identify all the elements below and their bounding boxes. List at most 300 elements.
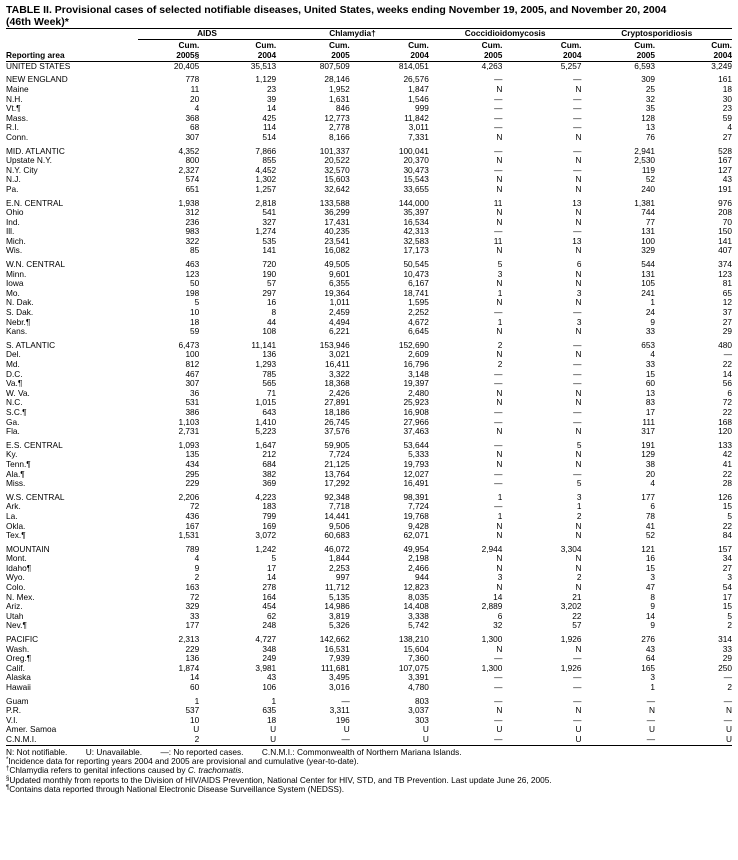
row-area: Ariz. [6, 601, 23, 612]
table-row [6, 554, 732, 564]
cell-value: — [494, 468, 503, 479]
cell-value: N [496, 278, 503, 289]
cell-value: 368 [185, 112, 200, 123]
cell-value: 2 [727, 620, 732, 631]
cell-value: 35 [645, 103, 656, 114]
cell-value: N [496, 297, 503, 308]
col-header: 2004 [655, 50, 732, 61]
cell-value: 42 [722, 449, 732, 460]
cell-value: 105 [641, 278, 656, 289]
cell-value: 9 [650, 620, 656, 631]
row-area: Pa. [6, 183, 19, 194]
cell-value: 15,603 [324, 174, 350, 185]
cell-value: 24 [645, 307, 656, 318]
cell-value: 22 [722, 359, 732, 369]
row-area: Miss. [6, 478, 26, 489]
cell-value: N [575, 326, 582, 337]
table-row [6, 522, 732, 532]
cell-value: 114 [262, 122, 277, 133]
cell-value: 98,391 [403, 491, 429, 502]
cell-value: N [575, 582, 582, 593]
cell-value: — [573, 695, 582, 706]
cell-value: 57 [572, 620, 582, 631]
cell-value: 26,576 [403, 74, 429, 85]
cell-value: 307 [185, 131, 200, 142]
row-area: Guam [6, 695, 29, 706]
cell-value: 60,683 [324, 530, 350, 541]
cell-value: 3 [576, 316, 582, 327]
cell-value: N [575, 643, 582, 654]
cell-value: 3 [497, 572, 503, 583]
cell-value: 19,793 [403, 458, 429, 469]
cell-value: 150 [718, 226, 732, 237]
cell-value: 42,313 [403, 226, 429, 237]
cell-value: 2,206 [178, 491, 200, 502]
cell-value: 7,866 [255, 145, 277, 156]
cell-value: N [575, 297, 582, 308]
cell-value: — [723, 695, 732, 706]
row-area: Iowa [6, 278, 24, 289]
table-row [6, 654, 732, 664]
table-row [6, 123, 732, 133]
table-row [6, 716, 732, 726]
cell-value: N [496, 216, 503, 227]
cell-value: — [494, 378, 503, 389]
cell-value: 152,690 [398, 339, 429, 350]
col-header: 2004 [350, 50, 429, 61]
cell-value: 76 [645, 131, 656, 142]
table-row [6, 270, 732, 280]
row-area: Nebr.¶ [6, 316, 31, 327]
cell-value: 3,037 [408, 705, 429, 716]
cell-value: 531 [185, 397, 200, 408]
cell-value: 5,333 [408, 449, 429, 460]
row-area: Tenn.¶ [6, 458, 31, 469]
row-area: N.J. [6, 174, 21, 185]
table-row [6, 327, 732, 337]
cell-value: 142,662 [319, 634, 350, 645]
table-row [6, 246, 732, 256]
cell-value: 2 [576, 510, 582, 521]
cell-value: 4 [194, 553, 200, 564]
cell-value: 5,326 [328, 620, 350, 631]
cell-value: 329 [185, 601, 200, 612]
group-coccidioidomycosis: Coccidioidomycosis [429, 29, 582, 40]
cell-value: 643 [262, 406, 277, 417]
cell-value: 1,300 [481, 662, 503, 673]
table-row [6, 706, 732, 716]
cell-value: 1,410 [255, 416, 277, 427]
cell-value: N [575, 183, 582, 194]
cell-value: 1 [271, 695, 277, 706]
cell-value: 1,952 [328, 83, 350, 94]
cell-value: 20,370 [403, 155, 429, 166]
cell-value: 463 [185, 259, 200, 270]
cell-value: — [494, 368, 503, 379]
cell-value: 168 [718, 416, 732, 427]
cell-value: 2,252 [408, 307, 429, 318]
cell-value: 157 [718, 543, 732, 554]
row-area: Upstate N.Y. [6, 155, 52, 166]
cell-value: 4,223 [255, 491, 277, 502]
cell-value: 50,545 [403, 259, 429, 270]
cell-value: 2 [138, 735, 200, 745]
cell-value: 3,304 [560, 543, 582, 554]
cell-value: 14 [266, 572, 277, 583]
row-area: Ill. [6, 226, 15, 237]
cell-value: — [494, 416, 503, 427]
row-area: Oreg.¶ [6, 653, 32, 664]
cell-value: 129 [641, 449, 656, 460]
cell-value: 43 [722, 174, 732, 185]
cell-value: 15 [645, 562, 656, 573]
cell-value: 3 [576, 491, 582, 502]
cell-value: 4,452 [255, 164, 277, 175]
cell-value: 6,593 [634, 60, 656, 71]
cell-value: 434 [185, 458, 200, 469]
cell-value: — [646, 695, 656, 706]
cell-value: 68 [190, 122, 200, 133]
cell-value: 25 [645, 83, 656, 94]
group-aids: AIDS [138, 29, 276, 40]
cell-value: N [496, 643, 503, 654]
cell-value: 2,941 [634, 145, 656, 156]
row-area: Calif. [6, 662, 25, 673]
cell-value: 15,543 [403, 174, 429, 185]
cell-value: 14 [722, 368, 732, 379]
cell-value: 41 [645, 520, 656, 531]
cell-value: 528 [718, 145, 732, 156]
cell-value: 1,531 [178, 530, 200, 541]
cell-value: 56 [722, 378, 732, 389]
cell-value: 14 [190, 672, 200, 683]
cell-value: 2 [727, 682, 732, 692]
cell-value: 100 [641, 235, 656, 246]
cell-value: 18 [722, 83, 732, 94]
cell-value: 6 [497, 610, 503, 621]
cell-value: 1,293 [255, 359, 277, 369]
cell-value: — [494, 653, 503, 664]
cell-value: 131 [641, 226, 656, 237]
footnote: *Incidence data for reporting years 2004 and 2005 are provisional and cumulative (year-to-date). [6, 755, 359, 766]
cell-value: 6 [576, 259, 582, 270]
cell-value: 23 [722, 103, 732, 114]
cell-value: 13 [645, 122, 656, 133]
cell-value: 407 [718, 245, 732, 256]
cell-value: — [494, 145, 503, 156]
cell-value: — [494, 307, 503, 318]
cell-value: 241 [641, 287, 656, 298]
cell-value: N [496, 397, 503, 408]
row-area: Ala.¶ [6, 468, 25, 479]
cell-value: 123 [185, 268, 200, 279]
col-header-row-top [6, 39, 732, 50]
cell-value: 92,348 [324, 491, 350, 502]
row-area: S. Dak. [6, 307, 34, 318]
cell-value: 846 [335, 103, 350, 114]
cell-value: 119 [641, 164, 656, 175]
cell-value: 12,027 [403, 468, 429, 479]
cell-value: 33 [645, 326, 656, 337]
cell-value: N [575, 207, 582, 218]
cell-value: 144,000 [398, 197, 429, 208]
row-area: La. [6, 510, 18, 521]
cell-value: 17,431 [324, 216, 350, 227]
cell-value: 3,072 [255, 530, 277, 541]
cell-value: 44 [266, 316, 277, 327]
cell-value: 7,724 [328, 449, 350, 460]
cell-value: 5,257 [560, 60, 582, 71]
table-row [6, 143, 732, 157]
table-row [6, 156, 732, 166]
footnote: †Chlamydia refers to genital infections caused by C. trachomatis. [6, 765, 244, 776]
cell-value: 22 [572, 610, 582, 621]
cell-value: — [573, 112, 582, 123]
cell-value: 309 [641, 74, 656, 85]
cell-value: 32,570 [324, 164, 350, 175]
cell-value: 1,874 [178, 662, 200, 673]
row-area: Mo. [6, 287, 20, 298]
cell-value: 2,609 [408, 349, 429, 360]
cell-value: 111,681 [320, 662, 350, 673]
cell-value: U [193, 724, 200, 735]
cell-value: N [496, 553, 503, 564]
cell-value: 3 [576, 287, 582, 298]
cell-value: U [655, 735, 732, 745]
cell-value: 5,223 [255, 426, 277, 437]
cell-value: 25,923 [403, 397, 429, 408]
cell-value: 307 [185, 378, 200, 389]
cell-value: N [575, 245, 582, 256]
cell-value: 165 [641, 662, 656, 673]
cell-value: 436 [185, 510, 200, 521]
cell-value: 6 [650, 501, 656, 512]
cell-value: 84 [722, 530, 732, 541]
cell-value: 327 [262, 216, 277, 227]
cell-value: 295 [185, 468, 200, 479]
cell-value: 22 [722, 520, 732, 531]
cell-value: N [575, 426, 582, 437]
table-row [6, 541, 732, 555]
cell-value: — [573, 145, 582, 156]
cell-value: 2 [497, 339, 503, 350]
cell-value: 4,672 [408, 316, 429, 327]
cell-value: 8 [650, 591, 656, 602]
cell-value: — [573, 672, 582, 683]
table-row [6, 583, 732, 593]
cell-value: 50 [190, 278, 200, 289]
cell-value: 4,263 [481, 60, 503, 71]
cell-value: 126 [718, 491, 732, 502]
cell-value: 1,242 [255, 543, 277, 554]
cell-value: N [575, 520, 582, 531]
table-row [6, 460, 732, 470]
cell-value: 1,093 [178, 439, 200, 450]
cell-value: 20,405 [173, 60, 200, 71]
cell-value: 10 [190, 714, 200, 725]
cell-value: 49,954 [403, 543, 429, 554]
table-row [6, 725, 732, 735]
cell-value: 1 [497, 287, 503, 298]
cell-value: 163 [185, 582, 200, 593]
cell-value: 4 [650, 349, 656, 360]
cell-value: 30 [722, 93, 732, 104]
row-area: NEW ENGLAND [6, 74, 68, 85]
cell-value: 212 [262, 449, 277, 460]
table-row [6, 664, 732, 674]
cell-value: 100 [185, 349, 200, 360]
cell-value: 33,655 [403, 183, 429, 194]
cell-value: 21,125 [324, 458, 350, 469]
cell-value: N [496, 426, 503, 437]
cell-value: 16,796 [403, 359, 429, 369]
cell-value: 59,905 [324, 439, 350, 450]
cell-value: 3,495 [328, 672, 350, 683]
table-row [6, 489, 732, 503]
cell-value: 191 [641, 439, 656, 450]
cell-value: U [422, 724, 429, 735]
cell-value: — [723, 349, 732, 360]
cell-value: 29 [722, 653, 732, 664]
row-area: Wis. [6, 245, 23, 256]
table-row [6, 350, 732, 360]
cell-value: 10,473 [403, 268, 429, 279]
cell-value: 2,198 [408, 553, 429, 564]
cell-value: 12 [722, 297, 732, 308]
cell-value: 36 [190, 387, 200, 398]
cell-value: — [573, 368, 582, 379]
cell-value: 480 [718, 339, 732, 350]
col-header: Cum. [634, 39, 656, 50]
cell-value: U [270, 724, 277, 735]
cell-value: 121 [641, 543, 656, 554]
cell-value: N [575, 174, 582, 185]
cell-value: 47 [645, 582, 656, 593]
cell-value: 136 [262, 349, 277, 360]
cell-value: 537 [185, 705, 200, 716]
cell-value: — [573, 122, 582, 133]
cell-value: 812 [185, 359, 200, 369]
cell-value: 43 [645, 643, 656, 654]
title-line-2: (46th Week)* [6, 16, 69, 28]
cell-value: 999 [414, 103, 429, 114]
table-row [6, 279, 732, 289]
cell-value: N [575, 216, 582, 227]
cell-value: 53,644 [403, 439, 429, 450]
row-area: Ky. [6, 449, 18, 460]
cell-value: 785 [262, 368, 277, 379]
table-row [6, 683, 732, 693]
cell-value: — [494, 93, 503, 104]
cell-value: N [726, 705, 732, 716]
table-row [6, 631, 732, 645]
cell-value: 4 [650, 478, 656, 489]
cell-value: 5 [271, 553, 277, 564]
cell-value: — [573, 339, 582, 350]
table-row [6, 195, 732, 209]
cell-value: 1 [650, 297, 656, 308]
cell-value: 789 [185, 543, 200, 554]
row-area: Ind. [6, 216, 20, 227]
cell-value: 35,397 [403, 207, 429, 218]
table-row [6, 389, 732, 399]
row-area: Ark. [6, 501, 21, 512]
cell-value: 11,842 [404, 112, 429, 123]
cell-value: 250 [718, 662, 732, 673]
cell-value: 3,311 [329, 705, 350, 716]
row-area: Conn. [6, 131, 29, 142]
cell-value: 369 [262, 478, 277, 489]
col-header: Cum. [481, 39, 503, 50]
cell-value: N [496, 349, 503, 360]
row-area: N. Mex. [6, 591, 35, 602]
cell-value: N [496, 245, 503, 256]
table-row [6, 408, 732, 418]
title-line-1: TABLE II. Provisional cases of selected notifiable diseases, United States, weeks ending November 19, 2005, and November 20, 2004 [6, 4, 667, 16]
cell-value: 386 [185, 406, 200, 417]
cell-value: 3,338 [408, 610, 429, 621]
cell-value: 684 [262, 458, 277, 469]
cell-value: 14 [493, 591, 503, 602]
cell-value: — [646, 714, 656, 725]
cell-value: 177 [185, 620, 200, 631]
cell-value: 141 [262, 245, 277, 256]
table-row [6, 602, 732, 612]
cell-value: 5 [576, 478, 582, 489]
row-area: Kans. [6, 326, 28, 337]
cell-value: — [573, 416, 582, 427]
cell-value: 36,299 [324, 207, 350, 218]
cell-value: — [573, 93, 582, 104]
cell-value: 37,576 [324, 426, 350, 437]
cell-value: 191 [718, 183, 732, 194]
table-row [6, 133, 732, 143]
cell-value: 39 [266, 93, 277, 104]
table-row [6, 573, 732, 583]
table-row [6, 95, 732, 105]
col-header: 2004 [502, 50, 581, 61]
cell-value: N [496, 83, 503, 94]
cell-value: N [575, 131, 582, 142]
cell-value: U [649, 724, 656, 735]
cell-value: 7,331 [408, 131, 429, 142]
cell-value: 34 [722, 553, 732, 564]
row-area: S.C.¶ [6, 406, 27, 417]
cell-value: 1,300 [481, 634, 503, 645]
cell-value: 9 [650, 601, 656, 612]
table-row [6, 645, 732, 655]
cell-value: U [502, 735, 581, 745]
cell-value: 101,337 [319, 145, 350, 156]
cell-value: 535 [262, 235, 277, 246]
cell-value: 123 [718, 268, 732, 279]
cell-value: 454 [262, 601, 277, 612]
cell-value: 14,441 [324, 510, 350, 521]
cell-value: 2,253 [328, 562, 350, 573]
cell-value: 49,505 [324, 259, 350, 270]
cell-value: — [723, 672, 732, 683]
cell-value: 27,891 [324, 397, 350, 408]
cell-value: 229 [185, 478, 200, 489]
table-row [6, 227, 732, 237]
cell-value: 2,889 [481, 601, 503, 612]
row-area: Del. [6, 349, 21, 360]
cell-value: 27 [722, 562, 732, 573]
cell-value: 20 [190, 93, 200, 104]
cell-value: 5 [497, 259, 503, 270]
cell-value: 303 [414, 714, 429, 725]
cell-value: 1,015 [255, 397, 277, 408]
